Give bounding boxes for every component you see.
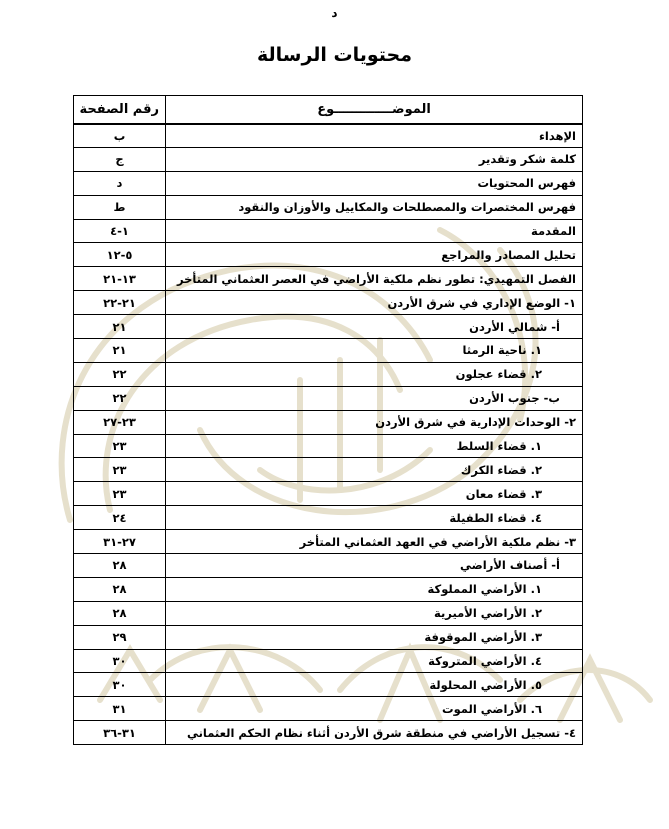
row-topic: ٣. الأراضي الموقوفة (166, 625, 583, 649)
table-row (74, 124, 583, 148)
table-row (74, 625, 583, 649)
page-title: محتويات الرسالة (256, 44, 413, 66)
row-topic: ب- جنوب الأردن (166, 386, 583, 410)
row-topic: ١. ناحية الرمثا (166, 339, 583, 363)
contents-body (74, 124, 583, 745)
row-page-number: ٣١ (74, 697, 166, 721)
row-topic: ٦. الأراضي الموت (166, 697, 583, 721)
table-row (74, 530, 583, 554)
row-topic: ٢. قضاء الكرك (166, 458, 583, 482)
row-page-number: ٥-١٢ (74, 243, 166, 267)
row-topic: ١. الأراضي المملوكة (166, 577, 583, 601)
table-row (74, 458, 583, 482)
row-page-number: ٢١ (74, 339, 166, 363)
table-row (74, 554, 583, 578)
row-page-number: ٢٨ (74, 601, 166, 625)
row-page-number: ٢٨ (74, 577, 166, 601)
table-row (74, 267, 583, 291)
row-page-number: ٣٠ (74, 673, 166, 697)
row-topic: الفصل التمهيدي: تطور نظم ملكية الأراضي في العصر العثماني المتأخر (166, 267, 583, 291)
table-row (74, 577, 583, 601)
table-row (74, 315, 583, 339)
row-page-number: ج (74, 147, 166, 171)
table-row (74, 195, 583, 219)
row-page-number: ٢٣ (74, 482, 166, 506)
row-page-number: ٢٨ (74, 554, 166, 578)
row-page-number: ١٣-٢١ (74, 267, 166, 291)
header-topic: الموضـــــــــــــوع (166, 96, 583, 124)
row-topic: فهرس المختصرات والمصطلحات والمكاييل والأوزان والنقود (166, 195, 583, 219)
table-row (74, 362, 583, 386)
row-topic: ٣. قضاء معان (166, 482, 583, 506)
row-topic: المقدمة (166, 219, 583, 243)
row-topic: تحليل المصادر والمراجع (166, 243, 583, 267)
row-page-number: ٢٩ (74, 625, 166, 649)
contents-table (73, 95, 583, 745)
row-topic: ١. قضاء السلط (166, 434, 583, 458)
row-page-number: ٢١-٢٢ (74, 291, 166, 315)
table-row (74, 673, 583, 697)
row-topic: ٤. الأراضي المتروكة (166, 649, 583, 673)
table-row (74, 721, 583, 745)
table-row (74, 171, 583, 195)
row-page-number: ط (74, 195, 166, 219)
row-topic: أ- أصناف الأراضي (166, 554, 583, 578)
row-topic: الإهداء (166, 124, 583, 148)
row-page-number: ٢٢ (74, 386, 166, 410)
table-row (74, 482, 583, 506)
row-topic: ١- الوضع الإداري في شرق الأردن (166, 291, 583, 315)
row-topic: ٤. قضاء الطفيلة (166, 506, 583, 530)
table-row (74, 243, 583, 267)
table-row (74, 147, 583, 171)
page-marker: د (331, 6, 338, 20)
row-topic: فهرس المحتويات (166, 171, 583, 195)
row-topic: ٢. الأراضي الأميرية (166, 601, 583, 625)
table-row (74, 506, 583, 530)
table-row (74, 386, 583, 410)
row-page-number: ٢٢ (74, 362, 166, 386)
row-page-number: ٣١-٣٦ (74, 721, 166, 745)
row-topic: كلمة شكر وتقدير (166, 147, 583, 171)
row-page-number: ٣٠ (74, 649, 166, 673)
table-row (74, 434, 583, 458)
row-page-number: ٢٣ (74, 458, 166, 482)
row-topic: ٤- تسجيل الأراضي في منطقة شرق الأردن أثناء نظام الحكم العثماني (166, 721, 583, 745)
table-row (74, 649, 583, 673)
row-topic: ٢. قضاء عجلون (166, 362, 583, 386)
row-page-number: ب (74, 124, 166, 148)
table-row (74, 339, 583, 363)
row-page-number: د (74, 171, 166, 195)
row-page-number: ٢٧-٣١ (74, 530, 166, 554)
row-topic: ٥. الأراضي المحلولة (166, 673, 583, 697)
row-page-number: ١-٤ (74, 219, 166, 243)
table-row (74, 410, 583, 434)
row-topic: أ- شمالي الأردن (166, 315, 583, 339)
row-page-number: ٢١ (74, 315, 166, 339)
row-page-number: ٢٤ (74, 506, 166, 530)
row-page-number: ٢٣ (74, 434, 166, 458)
table-header-row (74, 96, 583, 124)
row-topic: ٢- الوحدات الإدارية في شرق الأردن (166, 410, 583, 434)
row-page-number: ٢٣-٢٧ (74, 410, 166, 434)
table-row (74, 601, 583, 625)
table-row (74, 291, 583, 315)
header-page: رقم الصفحة (74, 96, 166, 124)
table-row (74, 219, 583, 243)
table-row (74, 697, 583, 721)
row-topic: ٣- نظم ملكية الأراضي في العهد العثماني المتأخر (166, 530, 583, 554)
